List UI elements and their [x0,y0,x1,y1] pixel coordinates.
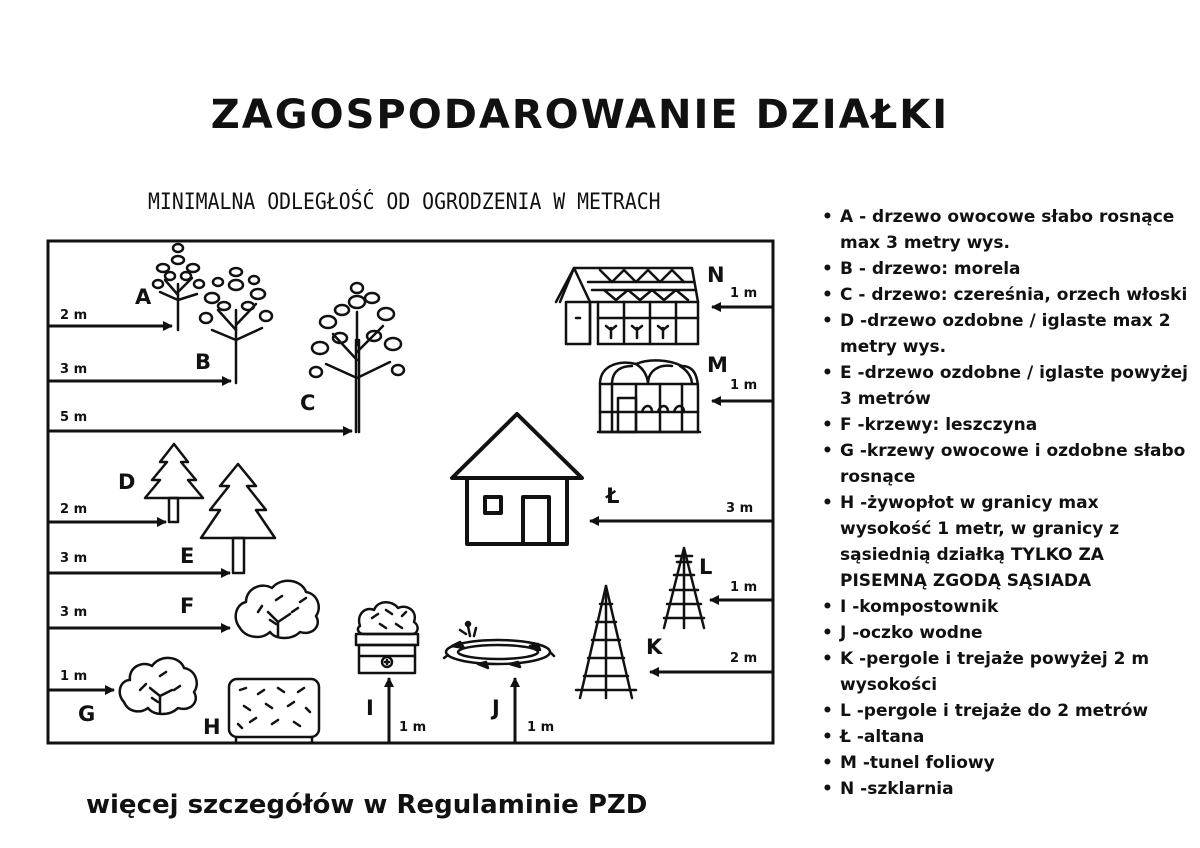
legend-item-j: • J -oczko wodne [822,620,1194,646]
distance-label-m: 1 m [730,378,758,393]
legend-item-h: • H -żywopłot w granicy max wysokość 1 metr, w granicy z sąsiednią działką TYLKO ZA PISEMNĄ ZGODĄ SĄSIADA [822,490,1194,594]
distance-label-l-altana: 3 m [726,501,754,516]
legend-item-l-altana: • Ł -altana [822,724,1194,750]
marker-d: D [118,470,136,494]
marker-g: G [78,702,96,726]
pergola-tall-icon [576,586,636,698]
compost-bin-icon [356,602,418,673]
legend-item-l: • L -pergole i trejaże do 2 metrów [822,698,1194,724]
distance-label-j: 1 m [527,720,555,735]
marker-f: F [180,594,195,618]
pond-icon [444,622,554,668]
plot-fence-border [48,241,773,743]
marker-l-altana: Ł [606,484,620,508]
conifer-small-icon [145,444,203,522]
page-title: ZAGOSPODAROWANIE DZIAŁKI [210,92,950,138]
legend-item-a: • A - drzewo owocowe słabo rosnące max 3 metry wys. [822,204,1194,256]
legend-item-c: • C - drzewo: czereśnia, orzech włoski [822,282,1194,308]
gazebo-house-icon [452,414,582,544]
marker-j: J [492,696,500,720]
hazel-shrub-icon [236,581,319,638]
hedge-icon [229,679,319,743]
legend-item-i: • I -kompostownik [822,594,1194,620]
distance-label-k: 2 m [730,651,758,666]
distance-label-i: 1 m [399,720,427,735]
pergola-small-icon [664,548,704,628]
legend-item-e: • E -drzewo ozdobne / iglaste powyżej 3 metrów [822,360,1194,412]
distance-label-b: 3 m [60,362,88,377]
distance-label-l: 1 m [730,580,758,595]
legend-item-n: • N -szklarnia [822,776,1194,802]
legend-item-b: • B - drzewo: morela [822,256,1194,282]
fruit-tree-small-icon [153,244,204,330]
marker-e: E [180,544,195,568]
distance-label-c: 5 m [60,410,88,425]
foil-tunnel-icon [598,360,700,432]
legend-item-m: • M -tunel foliowy [822,750,1194,776]
distance-label-a: 2 m [60,308,88,323]
distance-label-d: 2 m [60,502,88,517]
marker-b: B [195,350,212,374]
marker-a: A [135,285,152,309]
distance-label-g: 1 m [60,669,88,684]
conifer-large-icon [201,464,275,573]
fruit-shrub-icon [120,658,197,714]
marker-m: M [707,353,728,377]
diagram-subtitle: MINIMALNA ODLEGŁOŚĆ OD OGRODZENIA W METRACH [148,190,661,215]
marker-n: N [707,263,725,287]
legend-item-k: • K -pergole i trejaże powyżej 2 m wysokości [822,646,1194,698]
legend-item-f: • F -krzewy: leszczyna [822,412,1194,438]
distance-label-e: 3 m [60,551,88,566]
legend-list [822,204,1194,802]
greenhouse-icon [556,268,698,344]
distance-label-f: 3 m [60,605,88,620]
marker-i: I [366,696,374,720]
footer-note: więcej szczegółów w Regulaminie PZD [86,790,648,820]
legend-item-g: • G -krzewy owocowe i ozdobne słabo rosnące [822,438,1194,490]
marker-l: L [699,555,713,579]
marker-k: K [646,635,663,659]
marker-c: C [300,391,316,415]
distance-label-n: 1 m [730,286,758,301]
marker-h: H [203,715,221,739]
cherry-walnut-tree-icon [310,283,404,432]
legend-item-d: • D -drzewo ozdobne / iglaste max 2 metry wys. [822,308,1194,360]
